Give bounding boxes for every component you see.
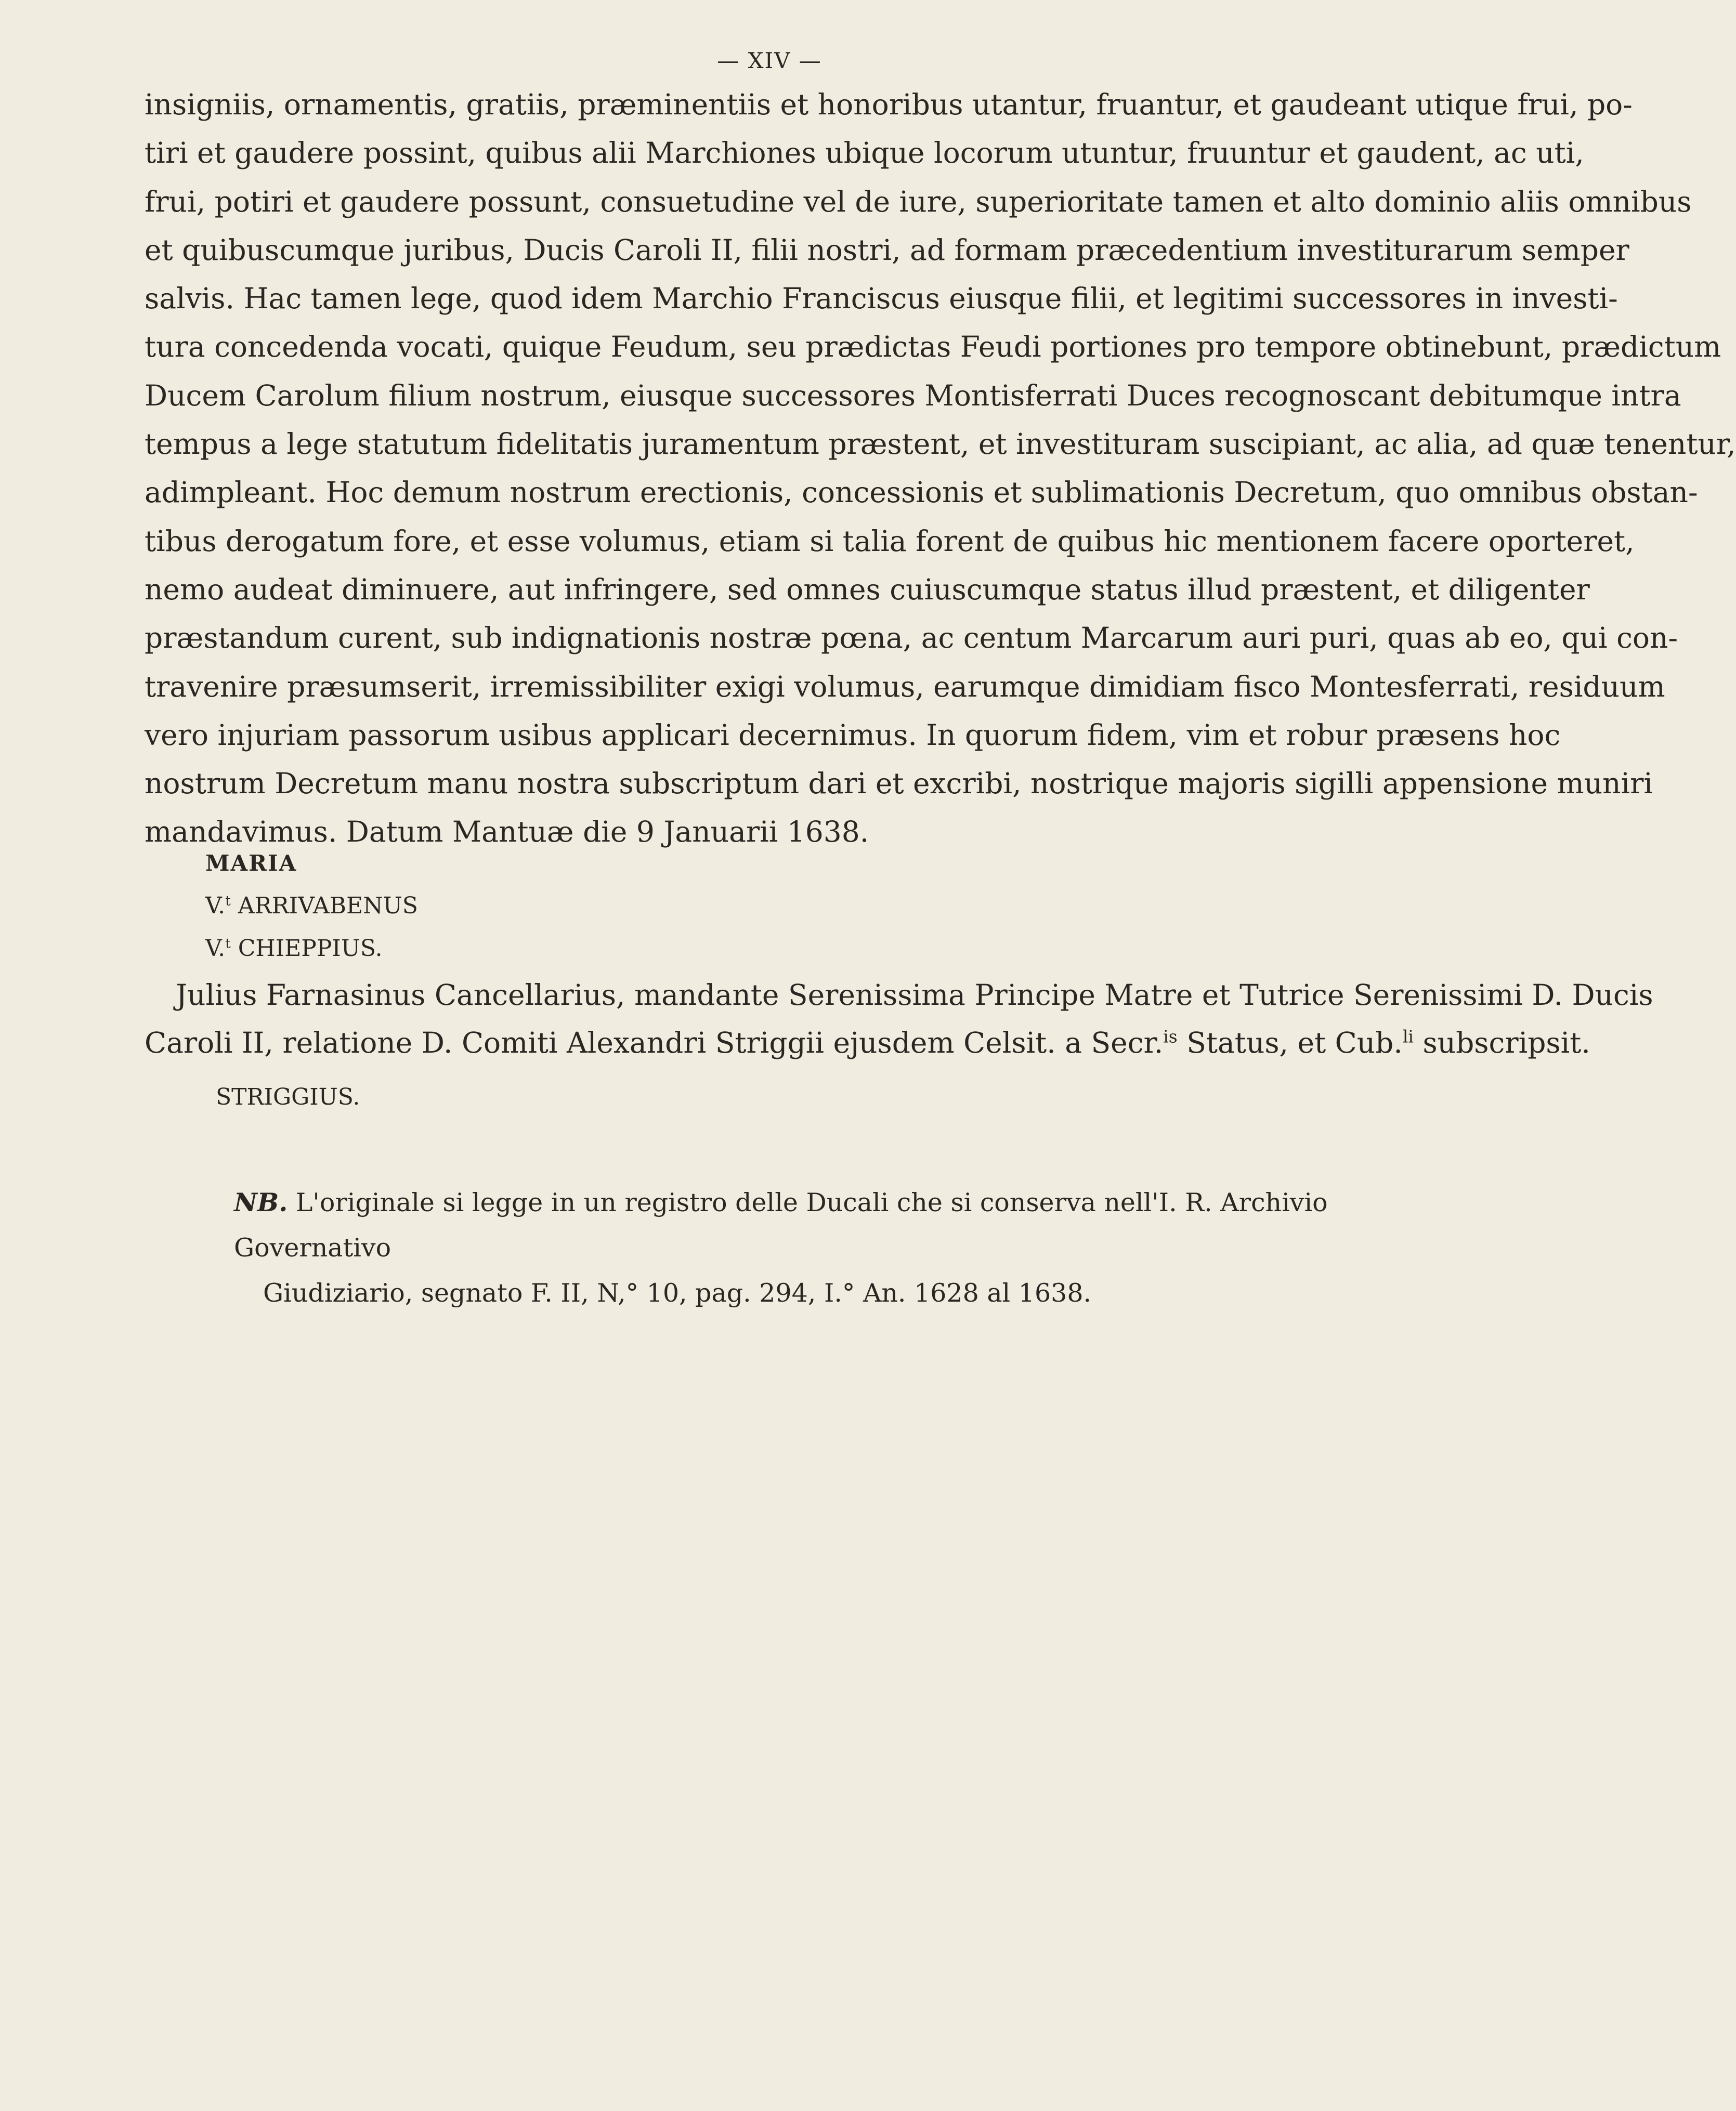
signature-maria: MARIA [205,850,297,876]
chancellor-text: Status, et Cub. [1177,1026,1403,1059]
body-line: frui, potiri et gaudere possunt, consuetudine vel de iure, superioritate tamen et alto dominio aliis omnibus [145,185,1692,218]
chancellor-line: Julius Farnasinus Cancellarius, mandante Serenissima Principe Matre et Tutrice Serenissimi D. Ducis [176,978,1653,1012]
visa-prefix: V. [205,893,226,919]
chancellor-line [145,1019,1590,1067]
visa-prefix: V. [205,935,226,962]
body-line: salvis. Hac tamen lege, quod idem Marchio Franciscus eiusque filii, et legitimi successores in investi- [145,282,1618,316]
chancellor-superscript: li [1402,1026,1414,1047]
body-line: nostrum Decretum manu nostra subscriptum dari et excribi, nostrique majoris sigilli appensione muniri [145,767,1653,801]
decree-body-text [145,81,1736,857]
note-label: NB. [234,1187,288,1217]
body-line: travenire præsumserit, irremissibiliter exigi volumus, earumque dimidiam fisco Montesferrati, residuum [145,670,1665,703]
body-line: præstandum curent, sub indignationis nostræ pœna, ac centum Marcarum auri puri, quas ab eo, qui con- [145,621,1678,655]
chancellor-text: Caroli II, relatione D. Comiti Alexandri Striggii ejusdem Celsit. a Secr. [145,1026,1164,1059]
body-line: nemo audeat diminuere, aut infringere, sed omnes cuiuscumque status illud præstent, et diligenter [145,572,1590,606]
visa-name: ARRIVABENUS [238,893,418,919]
body-line: adimpleant. Hoc demum nostrum erectionis, concessionis et sublimationis Decretum, quo omnibus obstan- [145,476,1698,509]
body-line: tibus derogatum fore, et esse volumus, etiam si talia forent de quibus hic mentionem facere oporteret, [145,524,1635,558]
signature-chieppius [205,927,418,970]
chancellor-superscript: is [1163,1026,1178,1047]
visa-name: CHIEPPIUS. [238,935,383,962]
body-line: tura concedenda vocati, quique Feudum, seu prædictas Feudi portiones pro tempore obtinebunt, prædictum [145,330,1721,364]
body-line: et quibuscumque juribus, Ducis Caroli II, filii nostri, ad formam præcedentium investiturarum semper [145,233,1629,267]
signature-arrivabenus [205,885,418,927]
signature-striggius: STRIGGIUS. [216,1084,360,1110]
visa-superscript: t [225,893,231,909]
note-line: Giudiziario, segnato F. II, N,° 10, pag. 294, I.° An. 1628 al 1638. [263,1278,1092,1308]
page-number: — XIV — [717,48,822,73]
signature-block [205,842,418,970]
body-line: tiri et gaudere possint, quibus alii Marchiones ubique locorum utuntur, fruuntur et gaudent, ac uti, [145,136,1584,170]
body-line: vero injuriam passorum usibus applicari decernimus. In quorum fidem, vim et robur præsens hoc [145,718,1561,752]
editor-note [234,1180,1471,1316]
body-line: Ducem Carolum filium nostrum, eiusque successores Montisferrati Duces recognoscant debitumque intra [145,378,1681,412]
note-line: L'originale si legge in un registro delle Ducali che si conserva nell'I. R. Archivio Governativo [234,1188,1328,1263]
chancellor-subscription [145,971,1653,1067]
visa-superscript: t [225,935,231,952]
body-line: insigniis, ornamentis, gratiis, præminentiis et honoribus utantur, fruantur, et gaudeant utique frui, po- [145,88,1633,121]
body-line: tempus a lege statutum fidelitatis juramentum præstent, et investituram suscipiant, ac alia, ad quæ tenentur, [145,427,1736,461]
body-line-date: mandavimus. Datum Mantuæ die 9 Januarii 1638. [145,815,869,849]
chancellor-text: subscripsit. [1413,1026,1590,1059]
